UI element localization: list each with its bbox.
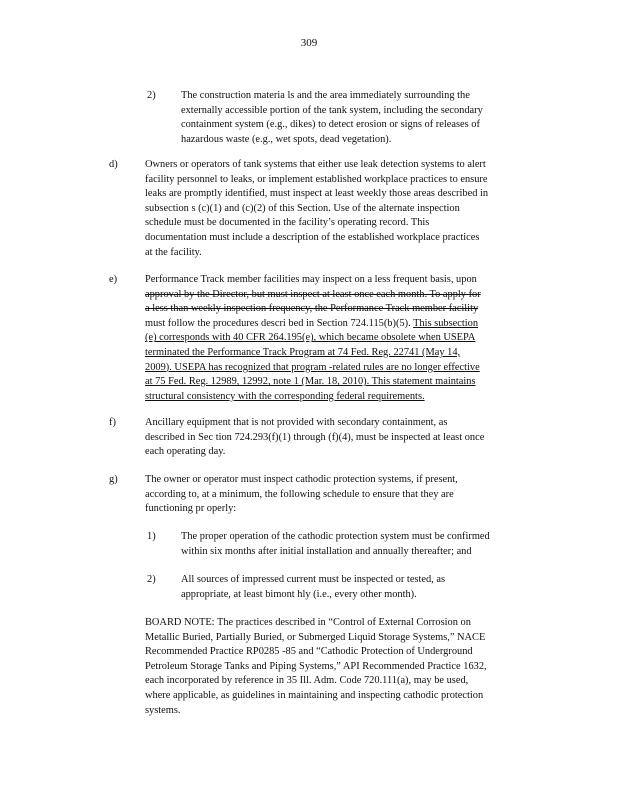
- text-line: externally accessible portion of the tank system, including the secondary: [181, 104, 483, 116]
- text-line: documentation must include a description of the established workplace practices: [145, 231, 480, 243]
- item-label: 2): [147, 574, 156, 585]
- text-line: Performance Track member facilities may inspect on a less frequent basis, upon: [145, 274, 477, 285]
- text-line: facility personnel to leaks, or implement established workplace practices to ensure: [145, 173, 488, 185]
- item-text-e: [145, 273, 545, 404]
- board-note: [145, 616, 537, 718]
- text-line: leaks are promptly identified, must inspect at least weekly those areas described in: [145, 188, 489, 200]
- text-line: functioning pr operly:: [145, 503, 237, 515]
- item-label: 1): [147, 531, 156, 542]
- text-line: appropriate, at least bimont hly (i.e., every other month).: [181, 588, 417, 600]
- text-line: The owner or operator must inspect cathodic protection systems, if present,: [145, 474, 458, 485]
- text-line: Ancillary equipment that is not provided with secondary containment, as: [145, 417, 448, 428]
- page-number: 309: [300, 37, 318, 49]
- text-segment: must follow the procedures descri bed in Section 724.115(b)(5).: [145, 317, 414, 329]
- text-line: [145, 317, 545, 332]
- inserted-text-line: terminated the Performance Track Program at 74 Fed. Reg. 22741 (May 14,: [145, 346, 461, 358]
- text-line: Petroleum Storage Tanks and Piping Systems,” API Recommended Practice 1632,: [145, 660, 487, 672]
- text-line: systems.: [145, 704, 181, 716]
- item-text-f: [145, 416, 540, 460]
- text-line: schedule must be documented in the facility’s operating record. This: [145, 217, 430, 229]
- text-line: where applicable, as guidelines in maintaining and inspecting cathodic protection: [145, 689, 484, 701]
- text-line: BOARD NOTE: The practices described in “Control of External Corrosion on: [145, 617, 471, 628]
- text-line: at the facility.: [145, 246, 202, 258]
- item-text-g: [145, 473, 505, 517]
- item-label: g): [109, 474, 118, 485]
- text-line: Owners or operators of tank systems that either use leak detection systems to alert: [145, 159, 486, 170]
- text-line: Recommended Practice RP0285 -85 and “Cathodic Protection of Underground: [145, 646, 473, 658]
- deleted-text-line: a less than weekly inspection frequency, the Performance Track member facility: [145, 303, 479, 315]
- inserted-text-segment: This subsection: [413, 317, 479, 329]
- text-line: All sources of impressed current must be inspected or tested, as: [181, 574, 446, 585]
- text-line: within six months after initial installation and annually thereafter; and: [181, 545, 472, 557]
- item-label: e): [109, 274, 118, 285]
- text-line: hazardous waste (e.g., wet spots, dead vegetation).: [181, 133, 392, 145]
- deleted-text-line: approval by the Director, but must inspect at least once each month. To apply for: [145, 288, 481, 300]
- item-text-c2: [181, 89, 526, 147]
- text-line: each incorporated by reference in 35 Ill. Adm. Code 720.111(a), may be used,: [145, 675, 469, 687]
- inserted-text-line: at 75 Fed. Reg. 12989, 12992, note 1 (Mar. 18, 2010). This statement maintains: [145, 376, 476, 388]
- inserted-text-line: 2009). USEPA has recognized that program -related rules are no longer effective: [145, 361, 480, 373]
- text-line: each operating day.: [145, 446, 226, 458]
- item-label: f): [109, 417, 116, 428]
- text-line: Metallic Buried, Partially Buried, or Submerged Liquid Storage Systems,” NACE: [145, 631, 486, 643]
- text-line: containment system (e.g., dikes) to detect erosion or signs of releases of: [181, 119, 480, 131]
- text-line: The proper operation of the cathodic protection system must be confirmed: [181, 531, 490, 542]
- item-text-g1: [181, 530, 533, 559]
- item-label: 2): [147, 90, 156, 101]
- text-line: according to, at a minimum, the following schedule to ensure that they are: [145, 488, 454, 500]
- text-line: subsection s (c)(1) and (c)(2) of this Section. Use of the alternate inspection: [145, 202, 460, 214]
- inserted-text-line: (e) corresponds with 40 CFR 264.195(e), which became obsolete when USEPA: [145, 332, 476, 344]
- item-label: d): [109, 159, 118, 170]
- text-line: The construction materia ls and the area immediately surrounding the: [181, 90, 470, 101]
- item-text-g2: [181, 573, 491, 602]
- item-text-d: [145, 158, 545, 260]
- inserted-text-line: structural consistency with the corresponding federal requirements.: [145, 390, 425, 402]
- text-line: described in Sec tion 724.293(f)(1) through (f)(4), must be inspected at least once: [145, 431, 485, 443]
